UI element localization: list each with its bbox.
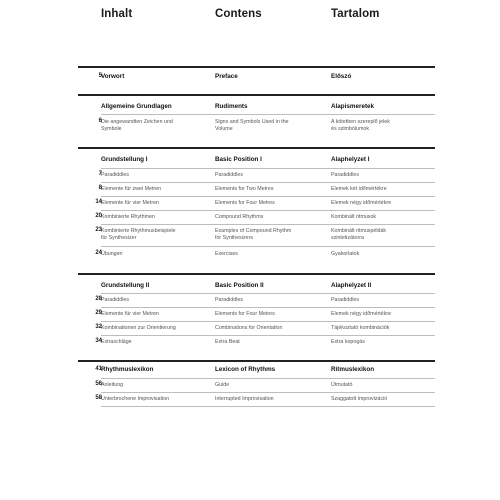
entry-hu: Útmutató: [331, 381, 353, 388]
section-title-hu: Alaphelyzet I: [331, 155, 370, 163]
page-number: 8: [98, 185, 102, 191]
row-separator: [101, 246, 435, 247]
page-number: 56: [95, 381, 102, 387]
row-separator: [101, 378, 435, 379]
section-title-hu: Alapismeretek: [331, 102, 375, 110]
entry-hu: Tájékoztató kombinációk: [331, 324, 390, 331]
entry-hu: Kombinált ritmuspéldák szintetizátorra: [331, 227, 387, 241]
entry-en: Interrupted Improvisation: [215, 395, 274, 402]
toc-row[interactable]: [78, 309, 435, 320]
toc-row[interactable]: [78, 170, 435, 181]
entry-en: Compound Rhythms: [215, 213, 264, 220]
row-separator: [101, 182, 435, 183]
entry-de: Paradiddles: [101, 171, 129, 178]
page-number: 23: [95, 227, 102, 233]
entry-hu: Ritmuslexikon: [331, 365, 375, 373]
entry-hu: Extra kopogás: [331, 338, 365, 345]
page-number: 28: [95, 296, 102, 302]
entry-en: Signs and Symbols Used in the Volume: [215, 118, 289, 132]
page-number: 14: [95, 199, 102, 205]
entry-hu: Szaggatott improvizáció: [331, 395, 388, 402]
entry-de: Kombinierte Rhythmen: [101, 213, 155, 220]
row-separator: [101, 335, 435, 336]
entry-hu: A kötetben szereplő jelek és szimbólumok: [331, 118, 390, 132]
entry-de: Die angewandten Zeichen und Symbole: [101, 118, 173, 132]
entry-en: Elements for Four Metres: [215, 199, 275, 206]
entry-hu: Gyakorlatok: [331, 250, 360, 257]
entry-hu: Elemek négy időmértékre: [331, 199, 392, 206]
page-number: 24: [95, 250, 102, 256]
section-rule: [78, 66, 435, 68]
toc-row[interactable]: [78, 198, 435, 209]
entry-de: Übungen: [101, 250, 123, 257]
row-separator: [101, 293, 435, 294]
entry-en: Exercises: [215, 250, 238, 257]
entry-de: Vorwort: [101, 72, 125, 80]
header-english: Contens: [215, 8, 262, 20]
page-number: 5: [98, 73, 102, 79]
section-title-en: Basic Position II: [215, 281, 264, 289]
row-separator: [101, 196, 435, 197]
entry-de: Elemente für zwei Metren: [101, 185, 162, 192]
entry-en: Examples of Compound Rhythm for Synthesizers: [215, 227, 292, 241]
row-separator: [101, 392, 435, 393]
section-title-row: [78, 281, 435, 292]
entry-en: Lexicon of Rhythms: [215, 365, 276, 373]
row-separator: [101, 114, 435, 115]
toc-row[interactable]: [78, 117, 435, 133]
header-german: Inhalt: [101, 8, 133, 20]
row-separator: [101, 168, 435, 169]
header-hungarian: Tartalom: [331, 8, 380, 20]
entry-en: Elements for Two Metres: [215, 185, 274, 192]
page-number: 41: [95, 366, 102, 372]
entry-hu: Előszó: [331, 72, 352, 80]
row-separator: [101, 224, 435, 225]
toc-row[interactable]: [78, 380, 435, 391]
entry-de: Extraschläge: [101, 338, 132, 345]
entry-hu: Kombinált ritmusok: [331, 213, 377, 220]
entry-de: Kombinierte Rhythmusbeispiele für Synthesizer: [101, 227, 176, 241]
toc-row[interactable]: [78, 394, 435, 405]
entry-de: Anleitung: [101, 381, 124, 388]
section-rule: [78, 273, 435, 275]
section-title-row: [78, 102, 435, 113]
entry-de: Rhythmuslexikon: [101, 365, 154, 373]
section-title-row: [78, 155, 435, 166]
row-separator: [101, 321, 435, 322]
page-number: 20: [95, 213, 102, 219]
section-title-en: Basic Position I: [215, 155, 262, 163]
toc-row[interactable]: [78, 226, 435, 242]
entry-en: Paradiddles: [215, 171, 243, 178]
section-title-de: Grundstellung I: [101, 155, 148, 163]
page-number: 58: [95, 395, 102, 401]
entry-hu: Elemek két időmértékre: [331, 185, 387, 192]
toc-row[interactable]: [78, 212, 435, 223]
entry-hu: Elemek négy időmértékre: [331, 310, 392, 317]
entry-en: Elements for Four Metres: [215, 310, 275, 317]
section-title-de: Grundstellung II: [101, 281, 150, 289]
entry-en: Extra Beat: [215, 338, 240, 345]
entry-en: Combinations for Orientation: [215, 324, 283, 331]
row-separator: [101, 406, 435, 407]
entry-en: Preface: [215, 72, 238, 80]
section-rule: [78, 94, 435, 96]
section-title-de: Allgemeine Grundlagen: [101, 102, 172, 110]
entry-de: Elemente für vier Metren: [101, 310, 159, 317]
page-number: 32: [95, 324, 102, 330]
section-title-hu: Alaphelyzet II: [331, 281, 372, 289]
page-number: 7: [98, 171, 102, 177]
row-separator: [101, 307, 435, 308]
page-number: 6: [98, 118, 102, 124]
entry-en: Guide: [215, 381, 230, 388]
toc-row[interactable]: [78, 72, 435, 83]
section-title-en: Rudiments: [215, 102, 248, 110]
section-rule: [78, 147, 435, 149]
toc-row[interactable]: [78, 323, 435, 334]
entry-de: Elemente für vier Metren: [101, 199, 159, 206]
page-number: 29: [95, 310, 102, 316]
entry-de: Paradiddles: [101, 296, 129, 303]
toc-row[interactable]: [78, 295, 435, 306]
toc-row[interactable]: [78, 365, 435, 376]
toc-row[interactable]: [78, 337, 435, 348]
entry-hu: Paradiddles: [331, 171, 359, 178]
entry-en: Paradiddles: [215, 296, 243, 303]
entry-de: Kombinationen zur Orientierung: [101, 324, 176, 331]
toc-row[interactable]: [78, 249, 435, 260]
page-number: 34: [95, 338, 102, 344]
entry-de: Unterbrochene Improvisation: [101, 395, 170, 402]
entry-hu: Paradiddles: [331, 296, 359, 303]
row-separator: [101, 210, 435, 211]
section-rule: [78, 360, 435, 362]
toc-row[interactable]: [78, 184, 435, 195]
